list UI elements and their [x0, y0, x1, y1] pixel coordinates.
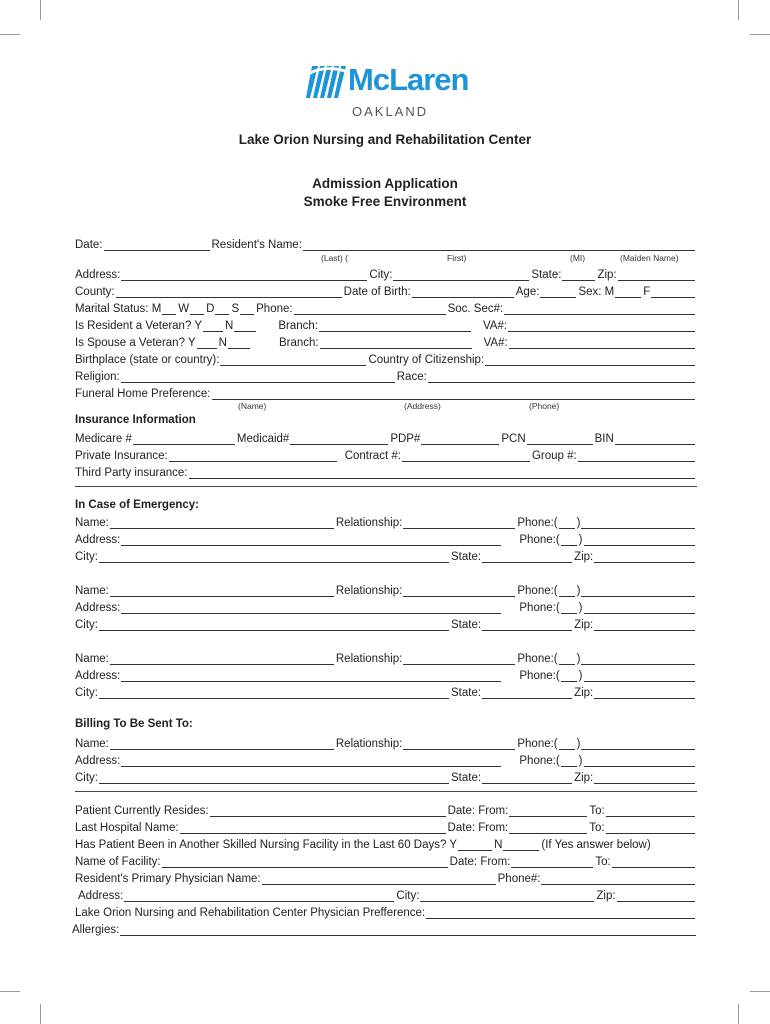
emergency1-phone-area-field[interactable] — [559, 517, 575, 529]
emergency3-state-field[interactable] — [482, 687, 572, 699]
divider — [75, 791, 697, 792]
field-label: Birthplace (state or country): — [75, 354, 220, 366]
emergency2-relationship-field[interactable] — [403, 585, 515, 597]
field-label: Date: From: — [449, 856, 511, 868]
row-emergency1-name — [75, 514, 697, 530]
row-resident-veteran — [75, 317, 697, 333]
resident-branch-field[interactable] — [319, 320, 471, 332]
spouse-branch-field[interactable] — [320, 337, 472, 349]
field-label: Relationship: — [335, 738, 403, 750]
paren-close: ) — [576, 517, 581, 529]
emergency2-phone-field[interactable] — [581, 585, 695, 597]
label-mi: (MI) — [570, 253, 586, 263]
emergency3-zip-field[interactable] — [594, 687, 695, 699]
paren-close: ) — [576, 585, 581, 597]
field-label: Medicaid# — [236, 433, 290, 445]
billing-heading: Billing To Be Sent To: — [75, 718, 193, 730]
emergency1-phone2-field[interactable] — [584, 534, 695, 546]
field-label: VA#: — [483, 337, 508, 349]
ssn-field[interactable] — [504, 303, 695, 315]
emergency3-address-field[interactable] — [121, 670, 501, 682]
crop-mark — [40, 0, 41, 20]
resident-va-field[interactable] — [508, 320, 695, 332]
city-field[interactable] — [393, 269, 529, 281]
row-county — [75, 283, 697, 299]
state-field[interactable] — [562, 269, 595, 281]
field-label: Phone: — [256, 303, 293, 315]
label-first: First) — [447, 253, 467, 263]
facility-name: Lake Orion Nursing and Rehabilitation Center — [238, 132, 532, 147]
row-third-party — [75, 464, 697, 480]
phone-field[interactable] — [294, 303, 446, 315]
field-label: Funeral Home Preference: — [75, 388, 211, 400]
field-label: Medicare # — [75, 433, 132, 445]
label-address: (Address) — [404, 401, 441, 411]
field-label: Address: — [75, 602, 121, 614]
prev-snf-y-field[interactable] — [458, 839, 492, 851]
field-label: Last Hospital Name: — [75, 822, 179, 834]
field-label: Has Patient Been in Another Skilled Nursing Facility in the Last 60 Days? Y — [75, 839, 458, 851]
emergency2-phone2-field[interactable] — [584, 602, 695, 614]
field-label: Relationship: — [335, 517, 403, 529]
billing-name-field[interactable] — [110, 738, 334, 750]
row-funeral — [75, 385, 697, 401]
paren-close: ) — [578, 534, 583, 546]
row-physician-pref — [75, 904, 697, 920]
paren-close: ) — [576, 738, 581, 750]
resides-field[interactable] — [210, 805, 446, 817]
emergency1-relationship-field[interactable] — [403, 517, 515, 529]
billing-city-field[interactable] — [99, 772, 449, 784]
physician-address-field[interactable] — [124, 890, 394, 902]
row-emergency3-city — [75, 684, 697, 700]
field-label: Sex: M — [578, 286, 615, 298]
crop-mark — [0, 34, 20, 35]
row-resides — [75, 802, 697, 818]
field-label: Soc. Sec#: — [447, 303, 504, 315]
physician-city-field[interactable] — [420, 890, 594, 902]
pdp-field[interactable] — [421, 433, 499, 445]
sex-m-field[interactable] — [615, 286, 641, 298]
logo-brand: McLaren — [348, 62, 469, 97]
field-label: (If Yes answer below) — [541, 839, 651, 851]
marital-d-field[interactable] — [215, 303, 229, 315]
mclaren-logo — [306, 62, 471, 122]
row-medicare — [75, 430, 697, 446]
billing-phone2-field[interactable] — [584, 755, 695, 767]
emergency2-zip-field[interactable] — [594, 619, 695, 631]
physician-name-field[interactable] — [262, 873, 496, 885]
field-label: To: — [589, 822, 605, 834]
emergency2-address-field[interactable] — [121, 602, 501, 614]
field-label: Zip: — [596, 890, 616, 902]
resident-name-field[interactable] — [303, 239, 695, 251]
birthplace-field[interactable] — [220, 354, 366, 366]
label-last: (Last) ( — [321, 253, 348, 263]
field-label: State: — [451, 772, 482, 784]
field-label: Phone:( — [517, 653, 558, 665]
row-billing-address — [75, 752, 697, 768]
field-label: Date of Birth: — [343, 286, 411, 298]
field-label: Date: — [75, 239, 103, 251]
field-label: Zip: — [574, 687, 594, 699]
emergency1-city-field[interactable] — [99, 551, 449, 563]
medicare-field[interactable] — [133, 433, 235, 445]
emergency2-name-field[interactable] — [110, 585, 334, 597]
crop-mark — [40, 1004, 41, 1024]
age-field[interactable] — [540, 286, 576, 298]
field-label: Phone:( — [517, 517, 558, 529]
row-allergies — [72, 921, 698, 937]
field-label: Allergies: — [72, 924, 120, 936]
row-billing-name — [75, 735, 697, 751]
emergency1-phone-field[interactable] — [581, 517, 695, 529]
field-label: N — [218, 337, 227, 349]
row-emergency3-address — [75, 667, 697, 683]
field-label: Address: — [75, 269, 121, 281]
row-spouse-veteran — [75, 334, 697, 350]
emergency3-name-field[interactable] — [110, 653, 334, 665]
marital-w-field[interactable] — [190, 303, 204, 315]
form-subtitle: Smoke Free Environment — [303, 194, 467, 209]
field-label: Country of Citizenship: — [368, 354, 485, 366]
billing-phone-field[interactable] — [581, 738, 695, 750]
field-label: Race: — [396, 371, 427, 383]
paren-close: ) — [578, 755, 583, 767]
field-label: City: — [75, 619, 98, 631]
last-hospital-field[interactable] — [180, 822, 446, 834]
row-billing-city — [75, 769, 697, 785]
facility-to-field[interactable] — [612, 856, 695, 868]
field-label: Phone:( — [519, 602, 560, 614]
field-label: Is Resident a Veteran? Y — [75, 320, 203, 332]
row-marital — [75, 300, 697, 316]
row-last-hospital — [75, 819, 697, 835]
zip-field[interactable] — [618, 269, 695, 281]
field-label: Name: — [75, 653, 109, 665]
field-label: City: — [369, 269, 393, 281]
allergies-field[interactable] — [120, 924, 696, 936]
religion-field[interactable] — [121, 371, 395, 383]
dob-field[interactable] — [412, 286, 514, 298]
field-label: N — [494, 839, 503, 851]
field-label: Phone:( — [519, 670, 560, 682]
billing-state-field[interactable] — [482, 772, 572, 784]
emergency3-phone-area-field[interactable] — [559, 653, 575, 665]
emergency3-phone2-area-field[interactable] — [561, 670, 577, 682]
citizenship-field[interactable] — [485, 354, 695, 366]
emergency1-phone2-area-field[interactable] — [561, 534, 577, 546]
emergency2-city-field[interactable] — [99, 619, 449, 631]
field-label: Private Insurance: — [75, 450, 168, 462]
field-label: Name of Facility: — [75, 856, 161, 868]
hospital-to-field[interactable] — [606, 822, 695, 834]
row-private-insurance — [75, 447, 697, 463]
marital-s-field[interactable] — [240, 303, 254, 315]
field-label: W — [178, 303, 190, 315]
field-label: To: — [589, 805, 605, 817]
spouse-vet-y-field[interactable] — [197, 337, 217, 349]
field-label: Resident's Primary Physician Name: — [75, 873, 261, 885]
emergency3-phone-field[interactable] — [581, 653, 695, 665]
insurance-heading: Insurance Information — [75, 414, 196, 426]
row-emergency3-name — [75, 650, 697, 666]
field-label: State: — [531, 269, 562, 281]
field-label: Relationship: — [335, 585, 403, 597]
field-label: Religion: — [75, 371, 120, 383]
billing-phone-area-field[interactable] — [559, 738, 575, 750]
billing-address-field[interactable] — [121, 755, 501, 767]
physician-zip-field[interactable] — [617, 890, 695, 902]
field-label: Relationship: — [335, 653, 403, 665]
field-label: PCN — [501, 433, 526, 445]
field-label: Branch: — [278, 337, 319, 349]
field-label: Zip: — [574, 619, 594, 631]
field-label: Name: — [75, 585, 109, 597]
logo-sub: OAKLAND — [352, 104, 429, 119]
facility-name-field[interactable] — [162, 856, 448, 868]
facility-from-field[interactable] — [511, 856, 593, 868]
resident-vet-n-field[interactable] — [234, 320, 256, 332]
emergency3-city-field[interactable] — [99, 687, 449, 699]
field-label: Address: — [75, 755, 121, 767]
field-label: Name: — [75, 738, 109, 750]
contract-field[interactable] — [402, 450, 530, 462]
funeral-home-field[interactable] — [212, 388, 695, 400]
crop-mark — [750, 34, 770, 35]
row-date-name — [75, 236, 697, 252]
row-prev-snf — [75, 836, 697, 852]
field-label: Address: — [78, 890, 124, 902]
field-label: Zip: — [574, 551, 594, 563]
billing-zip-field[interactable] — [594, 772, 695, 784]
field-label: City: — [75, 687, 98, 699]
crop-mark — [738, 0, 739, 20]
crop-mark — [738, 1004, 739, 1024]
field-label: VA#: — [482, 320, 508, 332]
physician-phone-field[interactable] — [541, 873, 695, 885]
field-label: Phone:( — [519, 534, 560, 546]
field-label: County: — [75, 286, 115, 298]
field-label: F — [643, 286, 651, 298]
paren-close: ) — [578, 670, 583, 682]
field-label: D — [206, 303, 215, 315]
row-emergency2-city — [75, 616, 697, 632]
field-label: N — [225, 320, 234, 332]
field-label: Date: From: — [447, 805, 509, 817]
emergency2-state-field[interactable] — [482, 619, 572, 631]
field-label: Address: — [75, 534, 121, 546]
field-label: Date: From: — [447, 822, 509, 834]
field-label: Name: — [75, 517, 109, 529]
marital-m-field[interactable] — [162, 303, 176, 315]
field-label: BIN — [594, 433, 614, 445]
row-emergency1-city — [75, 548, 697, 564]
field-label: Resident's Name: — [211, 239, 302, 251]
field-label: Phone:( — [517, 738, 558, 750]
field-label: Zip: — [574, 772, 594, 784]
label-phone: (Phone) — [529, 401, 560, 411]
spouse-va-field[interactable] — [509, 337, 695, 349]
group-field[interactable] — [578, 450, 695, 462]
label-name: (Name) — [238, 401, 267, 411]
pcn-field[interactable] — [527, 433, 593, 445]
field-label: State: — [451, 687, 482, 699]
field-label: Zip: — [597, 269, 617, 281]
row-physician-address — [75, 887, 697, 903]
field-label: State: — [451, 619, 482, 631]
crop-mark — [0, 991, 20, 992]
prev-snf-n-field[interactable] — [503, 839, 539, 851]
resides-from-field[interactable] — [509, 805, 587, 817]
billing-relationship-field[interactable] — [403, 738, 515, 750]
logo-stripes-icon — [306, 64, 350, 100]
resides-to-field[interactable] — [606, 805, 695, 817]
row-facility-name — [75, 853, 697, 869]
field-label: Address: — [75, 670, 121, 682]
form-title: Admission Application — [312, 176, 458, 191]
emergency2-phone-area-field[interactable] — [559, 585, 575, 597]
row-religion — [75, 368, 697, 384]
field-label: To: — [595, 856, 611, 868]
field-label: Contract #: — [344, 450, 401, 462]
field-label: Group #: — [531, 450, 577, 462]
physician-preference-field[interactable] — [426, 907, 695, 919]
field-label: City: — [75, 551, 98, 563]
row-address — [75, 266, 697, 282]
private-insurance-field[interactable] — [169, 450, 337, 462]
label-maiden: (Maiden Name) — [620, 253, 679, 263]
third-party-field[interactable] — [189, 467, 696, 479]
row-emergency2-name — [75, 582, 697, 598]
medicaid-field[interactable] — [290, 433, 388, 445]
row-emergency2-address — [75, 599, 697, 615]
emergency-heading: In Case of Emergency: — [75, 499, 199, 511]
field-label: Branch: — [278, 320, 318, 332]
divider — [75, 486, 697, 487]
date-field[interactable] — [104, 239, 210, 251]
field-label: Age: — [515, 286, 540, 298]
county-field[interactable] — [116, 286, 342, 298]
row-birthplace — [75, 351, 697, 367]
field-label: Third Party insurance: — [75, 467, 188, 479]
field-label: City: — [75, 772, 98, 784]
field-label: Is Spouse a Veteran? Y — [75, 337, 196, 349]
emergency1-zip-field[interactable] — [594, 551, 695, 563]
field-label: Phone:( — [517, 585, 558, 597]
emergency2-phone2-area-field[interactable] — [561, 602, 577, 614]
field-label: S — [231, 303, 240, 315]
field-label: Marital Status: M — [75, 303, 162, 315]
hospital-from-field[interactable] — [509, 822, 587, 834]
field-label: Phone#: — [497, 873, 541, 885]
paren-close: ) — [578, 602, 583, 614]
emergency3-relationship-field[interactable] — [403, 653, 515, 665]
row-emergency1-address — [75, 531, 697, 547]
row-physician — [75, 870, 697, 886]
race-field[interactable] — [428, 371, 695, 383]
paren-close: ) — [576, 653, 581, 665]
address-field[interactable] — [121, 269, 367, 281]
field-label: State: — [451, 551, 482, 563]
crop-mark — [750, 991, 770, 992]
sex-f-field[interactable] — [651, 286, 695, 298]
billing-phone2-area-field[interactable] — [561, 755, 577, 767]
emergency1-name-field[interactable] — [110, 517, 334, 529]
emergency3-phone2-field[interactable] — [584, 670, 695, 682]
field-label: PDP# — [390, 433, 421, 445]
field-label: Lake Orion Nursing and Rehabilitation Center Physician Prefference: — [75, 907, 426, 919]
field-label: Patient Currently Resides: — [75, 805, 209, 817]
emergency1-state-field[interactable] — [482, 551, 572, 563]
emergency1-address-field[interactable] — [121, 534, 501, 546]
field-label: Phone:( — [519, 755, 560, 767]
bin-field[interactable] — [615, 433, 695, 445]
resident-vet-y-field[interactable] — [203, 320, 223, 332]
field-label: City: — [396, 890, 420, 902]
spouse-vet-n-field[interactable] — [228, 337, 250, 349]
